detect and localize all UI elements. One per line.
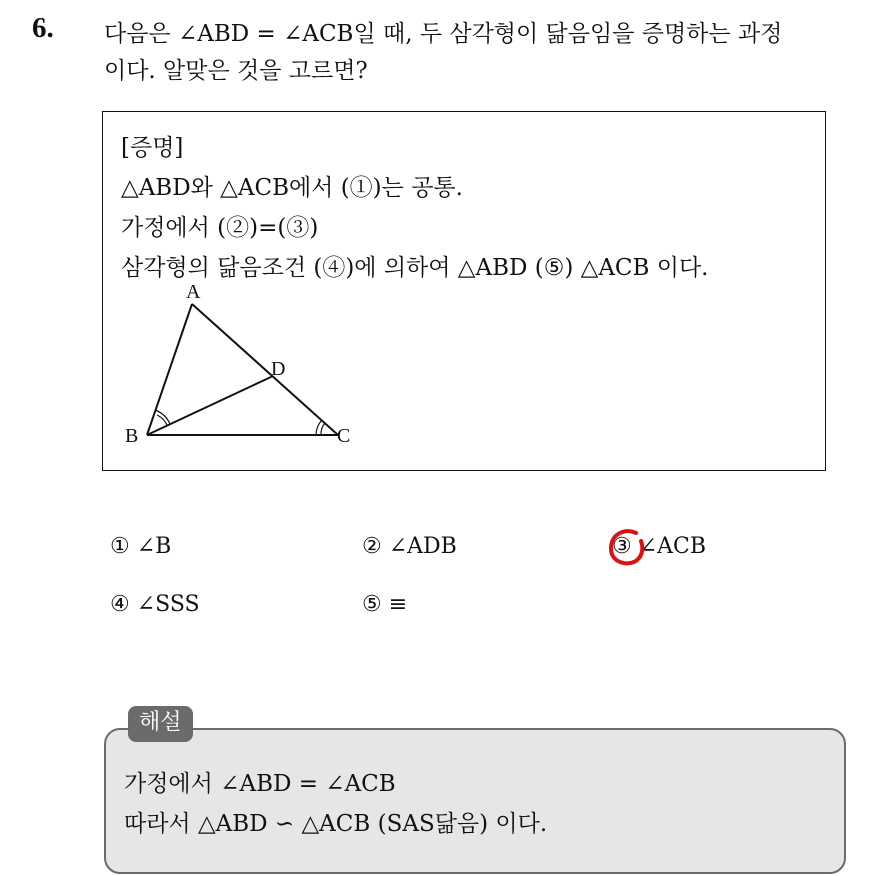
proof-line-1: △ABD와 △ACB에서 (①)는 공통.	[121, 175, 463, 201]
vertex-label-b: B	[125, 425, 139, 447]
proof-box	[102, 111, 826, 471]
angle-mark-c-inner	[321, 423, 325, 435]
choice-5[interactable]: ⑤ ≡	[362, 592, 408, 617]
choice-1[interactable]: ① ∠B	[110, 534, 172, 559]
choice-3-label: ③ ∠ACB	[612, 534, 707, 559]
proof-heading: [증명]	[121, 135, 184, 161]
solution-line-2: 따라서 △ABD ∽ △ACB (SAS닮음) 이다.	[124, 811, 548, 837]
angle-marks	[155, 410, 325, 435]
proof-line-3: 삼각형의 닮음조건 (④)에 의하여 △ABD (⑤) △ACB 이다.	[121, 255, 709, 281]
solution-tag: 해설	[128, 706, 193, 742]
question-number: 6.	[32, 12, 54, 44]
choice-2[interactable]: ② ∠ADB	[362, 534, 457, 559]
segment-bd	[147, 376, 273, 435]
choice-3[interactable]	[612, 534, 706, 559]
solution-line-1: 가정에서 ∠ABD = ∠ACB	[124, 771, 396, 797]
choice-4[interactable]: ④ ∠SSS	[110, 592, 200, 617]
question-line-2: 이다. 알맞은 것을 고르면?	[104, 58, 368, 84]
vertex-label-d: D	[271, 358, 286, 380]
side-ac	[192, 304, 338, 435]
proof-line-2: 가정에서 (②)=(③)	[121, 215, 319, 241]
vertex-label-c: C	[337, 425, 351, 447]
question-text	[104, 16, 874, 90]
proof-text	[121, 128, 709, 288]
answer-circle-mark	[606, 527, 650, 569]
solution-text	[124, 764, 547, 844]
side-ab	[147, 304, 192, 435]
angle-mark-b-outer	[155, 410, 170, 424]
vertex-label-a: A	[186, 281, 201, 303]
question-line-1: 다음은 ∠ABD = ∠ACB일 때, 두 삼각형이 닮음임을 증명하는 과정	[104, 21, 783, 47]
triangle-figure	[119, 272, 359, 447]
